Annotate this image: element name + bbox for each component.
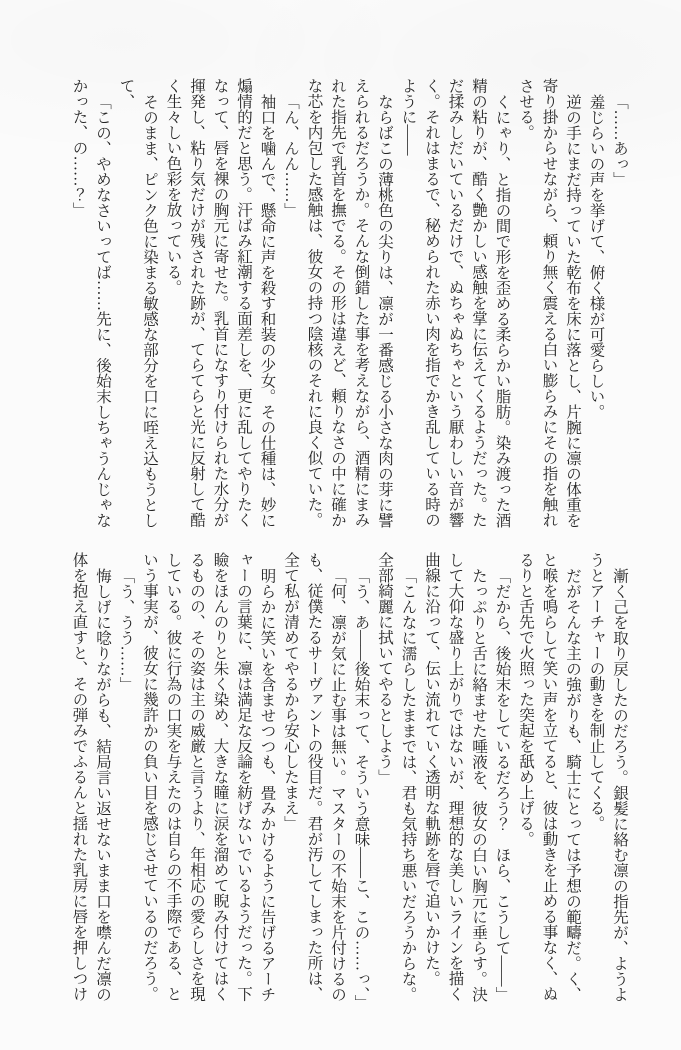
paragraph: 悔しげに唸りながらも、結局言い返せないまま口を噤んだ凛の体を抱え直すと、その弾みでふるんと揺れた乳房に唇を押しつけ: [70, 552, 111, 1002]
text-block-upper: [63, 78, 631, 528]
paragraph: 「ん、んん……」: [282, 93, 299, 218]
paragraph: 「この、やめなさいってば……先に、後始末しちゃうんじゃなかった、の……？」: [70, 78, 111, 528]
paragraph: そのまま、ピンク色に染まる敏感な部分を口に咥え込もうとして、: [117, 78, 158, 528]
paragraph: 「だから、後始末をしているだろう？ ほら、こうして――」: [493, 567, 511, 1002]
paragraph: 「う、あ――後始末って、そういう意味――こ、この……っ、」: [352, 567, 370, 1010]
paragraph: 「……あっ」: [611, 93, 628, 187]
paragraph: 「う、うう……」: [117, 567, 135, 692]
text-block-lower: [63, 552, 631, 1010]
paragraph: 漸く己を取り戻したのだろう。銀髪に絡む凛の指先が、ようようとアーチャーの動きを制止してくる。: [587, 552, 628, 1002]
paragraph: くにゃり、と指の間で形を歪める柔らかい脂肪。染み渡った酒精の粘りが、酷く艶かしい感触を掌に伝えてくるようだった。ただ揉みしだいているだけで、ぬちゃぬちゃという厭わしい音が響く。それはまるで、秘められた赤い肉を指でかき乱している時のように――: [399, 78, 511, 528]
paragraph: 逆の手にまだ持っていた乾布を床に落とし、片腕に凛の体重を寄り掛からせながら、頼り無く震える白い膨らみにその指を触れさせる。: [517, 78, 581, 528]
paragraph: 「何、凛が気に止む事は無い。マスターの不始末を片付けるのも、従僕たるサーヴァントの役目だ。君が汚してしまった所は、全て私が清めてやるから安心したまえ」: [282, 552, 346, 1002]
paragraph: 「こんなに濡らしたままでは、君も気持ち悪いだろうからな。全部綺麗に拭いてやるとしよう」: [376, 552, 417, 1002]
paragraph: ならばこの薄桃色の尖りは、凛が一番感じる小さな肉の芽に譬えられるだろうか。そんな倒錯した事を考えながら、酒精にまみれた指先で乳首を撫でる。その形は違えど、頼りなさの中に確かな芯を内包した感触は、彼女の持つ陰核のそれに良く似ていた。: [305, 78, 393, 528]
paragraph: 明らかに笑いを含ませつつも、畳みかけるように告げるアーチャーの言葉に、凛は満足な反論を紡げないでいるようだった。下瞼をほんのりと朱く染め、大きな瞳に涙を溜めて睨み付けてはくるものの、その姿は主の威厳と言うより、年相応の愛らしさを現している。彼に行為の口実を与えたのは自らの不手際である、という事実が、彼女に幾許かの負い目を感じさせているのだろう。: [141, 552, 276, 1002]
paragraph: たっぷりと舌に絡ませた唾液を、彼女の白い胸元に垂らす。決して大仰な盛り上がりではないが、理想的な美しいラインを描く曲線に沿って、伝い流れていく透明な軌跡を唇で追いかけた。: [423, 552, 487, 1002]
paragraph: 羞じらいの声を挙げて、俯く様が可愛らしい。: [587, 93, 605, 419]
paragraph: だがそんな主の強がりも、騎士にとっては予想の範疇だ。く、と喉を鳴らして笑い声を立てると、彼は動きを止める事なく、ぬるりと舌先で火照った突起を舐め上げる。: [517, 552, 581, 1002]
paragraph: 袖口を噛んで、懸命に声を殺す和装の少女。その仕種は、妙に煽情的だと思う。汗ばみ紅潮する面差しを、更に乱してやりたくなって、唇を裸の胸元に寄せた。乳首になすり付けられた水分が揮発し、粘り気だけが残された跡が、てらてらと光に反射して酷く生々しい色彩を放っている。: [164, 78, 276, 528]
